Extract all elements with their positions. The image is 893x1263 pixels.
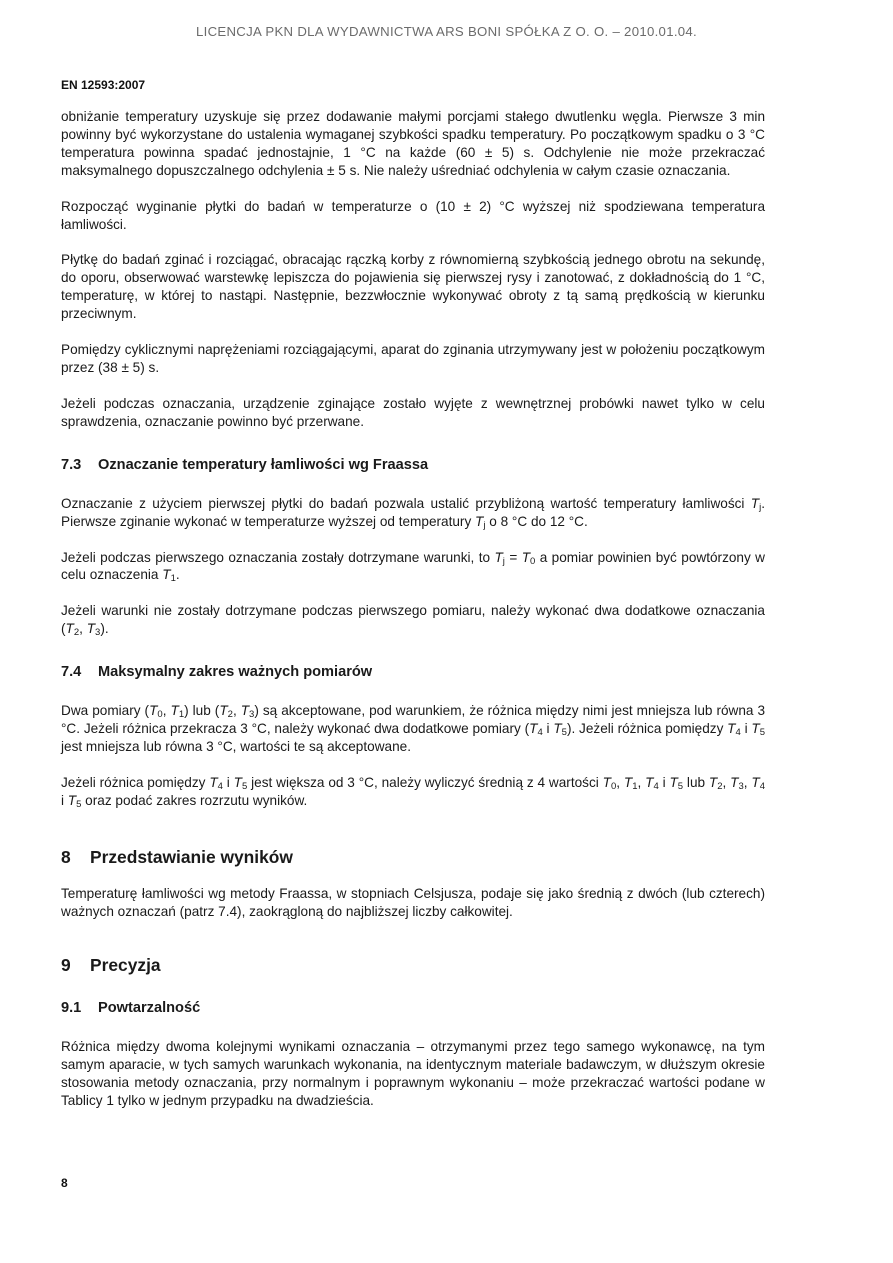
symbol-T: T (521, 549, 530, 565)
text-run: Oznaczanie z użyciem pierwszej płytki do badań pozwala ustalić przybliżoną wartość temperatury łamliwości (61, 495, 751, 511)
paragraph-cycle-hold: Pomiędzy cyklicznymi naprężeniami rozciągającymi, aparat do zginania utrzymywany jest w położeniu początkowym przez (38 ± 5) s. (61, 342, 765, 375)
text-run: i (542, 721, 554, 737)
paragraph-cooling-rate: obniżanie temperatury uzyskuje się przez dodawanie małymi porcjami stałego dwutlenku węgla. Pierwsze 3 min powinny być wykorzystane do ustalenia wymaganej szybkości spadku temperatury. Po początkowym spadku o 3 °C temperatura powinna spadać jednostajnie, 1 °C na każde (60 ± 5) s. Odchylenie nie może przekraczać maksymalnego dopuszczalnego odchylenia ± 5 s. Nie należy uśredniać odchylenia w całym czasie oznaczania. (61, 109, 765, 178)
subscript: 3 (738, 780, 744, 792)
text-run: i (222, 774, 234, 790)
subscript: 0 (530, 555, 536, 567)
text-run: o 8 °C do 12 °C. (485, 513, 588, 529)
text-run: lub (683, 774, 709, 790)
symbol-T: T (730, 774, 739, 790)
text-run: ) lub ( (184, 703, 220, 719)
paragraph-7-3-first (61, 495, 765, 531)
symbol-T: T (65, 621, 74, 637)
section-9-heading (61, 955, 765, 975)
section-7-4-heading (61, 663, 765, 681)
section-title: Przedstawianie wyników (90, 846, 293, 867)
text-run: i (61, 792, 68, 808)
subscript: 2 (227, 709, 233, 721)
symbol-T: T (669, 774, 678, 790)
text-run: i (658, 774, 670, 790)
text-run: Dwa pomiary ( (61, 703, 150, 719)
text-run: , (637, 774, 646, 790)
subscript: 0 (157, 709, 163, 721)
symbol-T: T (494, 549, 503, 565)
symbol-T: T (529, 721, 538, 737)
section-title: Oznaczanie temperatury łamliwości wg Fraassa (98, 456, 429, 473)
section-title: Powtarzalność (98, 1000, 201, 1017)
text-run: , (79, 621, 87, 637)
symbol-T: T (727, 721, 736, 737)
text-run: , (722, 774, 731, 790)
text-run: Jeżeli podczas pierwszego oznaczania zostały dotrzymane warunki, to (61, 549, 495, 565)
subscript: 1 (178, 709, 185, 721)
symbol-T: T (602, 774, 611, 790)
symbol-T: T (623, 774, 633, 790)
section-number: 7.3 (61, 456, 82, 473)
subscript: j (502, 555, 505, 567)
symbol-T: T (645, 774, 654, 790)
subscript: 1 (170, 573, 176, 585)
section-number: 7.4 (61, 664, 82, 681)
subscript: 5 (241, 780, 248, 792)
subscript: 3 (95, 627, 101, 639)
symbol-T: T (219, 703, 228, 719)
symbol-T: T (209, 774, 218, 790)
paragraph-7-3-third (61, 602, 765, 638)
text-run: i (740, 721, 752, 737)
subscript: 4 (759, 780, 766, 792)
text-run: jest większa od 3 °C, należy wyliczyć średnią z 4 wartości (247, 774, 603, 790)
paragraph-start-bending: Rozpocząć wyginanie płytki do badań w temperaturze o (10 ± 2) °C wyższej niż spodziewana temperatura łamliwości. (61, 198, 765, 232)
symbol-T: T (751, 774, 760, 790)
text-run: = (504, 549, 522, 565)
subscript: 5 (76, 798, 82, 810)
symbol-T: T (67, 792, 77, 808)
symbol-T: T (233, 774, 242, 790)
subscript: 1 (632, 780, 638, 792)
symbol-T: T (170, 703, 179, 719)
subscript: 4 (653, 780, 659, 792)
subscript: 2 (73, 627, 80, 639)
subscript: 4 (217, 780, 223, 792)
subscript: j (759, 501, 762, 513)
text-run: a pomiar powinien być powtórzony w celu oznaczenia (61, 549, 766, 583)
section-title: Precyzja (90, 955, 161, 976)
symbol-T: T (751, 721, 760, 737)
section-number: 9.1 (61, 1000, 82, 1017)
text-run: , (162, 703, 171, 719)
symbol-T: T (240, 703, 250, 719)
section-title: Maksymalny zakres ważnych pomiarów (98, 664, 373, 681)
text-run: . (175, 567, 180, 583)
section-8-heading (61, 847, 765, 867)
subscript: 4 (735, 727, 741, 739)
symbol-T: T (162, 567, 171, 583)
subscript: 4 (537, 727, 543, 739)
page-number: 8 (61, 1176, 68, 1190)
text-run: Jeżeli warunki nie zostały dotrzymane podczas pierwszego pomiaru, należy wykonać dwa dodatkowe oznaczania ( (61, 603, 765, 637)
text-run: oraz podać zakres rozrzutu wyników. (81, 792, 308, 808)
symbol-T: T (708, 774, 718, 790)
symbol-T: T (553, 721, 562, 737)
subscript: j (483, 519, 486, 531)
symbol-T: T (149, 703, 158, 719)
section-number: 9 (61, 955, 71, 976)
paragraph-9-1-repeatability: Różnica między dwoma kolejnymi wynikami oznaczania – otrzymanymi przez tego samego wykonawcę, na tym samym aparacie, w tych samych warunkach wykonania, na identycznym materiale badawczym, w dłuższym okresie stosowania metody oznaczania, przy normalnym i poprawnym wykonaniu – może przekraczać wartości podane w Tablicy 1 tylko w jednym przypadku na dwadzieścia. (61, 1039, 765, 1109)
license-header: LICENCJA PKN DLA WYDAWNICTWA ARS BONI SPÓŁKA Z O. O. – 2010.01.04. (195, 24, 698, 39)
paragraph-7-3-second (61, 549, 765, 585)
text-run: , (616, 774, 624, 790)
section-7-3-heading (61, 456, 765, 474)
text-run: jest mniejsza lub równa 3 °C, wartości te są akceptowane. (61, 738, 411, 754)
symbol-T: T (86, 621, 96, 637)
text-run: . Pierwsze zginanie wykonać w temperaturze wyższej od temperatury (61, 495, 765, 529)
subscript: 2 (717, 780, 723, 792)
paragraph-interruption: Jeżeli podczas oznaczania, urządzenie zginające zostało wyjęte z wewnętrznej probówki nawet tylko w celu sprawdzenia, oznaczanie powinno być przerwane. (61, 395, 765, 429)
section-number: 8 (61, 846, 71, 867)
paragraph-8-results: Temperaturę łamliwości wg metody Fraassa, w stopniach Celsjusza, podaje się jako średnią z dwóch (lub czterech) ważnych oznaczań (patrz 7.4), zaokrągloną do najbliższej liczby całkowitej. (61, 885, 765, 919)
subscript: 5 (759, 727, 765, 739)
subscript: 0 (610, 780, 617, 792)
paragraph-7-4-first (61, 702, 765, 756)
text-run: ). (100, 621, 109, 637)
text-run: ) są akceptowane, pod warunkiem, że różnica między nimi jest mniejsza lub równa 3 °C. Jeżeli różnica przekracza 3 °C, należy wykonać dwa dodatkowe pomiary ( (61, 703, 766, 737)
subscript: 5 (677, 780, 684, 792)
symbol-T: T (750, 495, 760, 511)
subscript: 3 (249, 709, 255, 721)
standard-code: EN 12593:2007 (61, 78, 146, 92)
subscript: 5 (561, 727, 567, 739)
text-run: Jeżeli różnica pomiędzy (61, 774, 210, 790)
text-run: ). Jeżeli różnica pomiędzy (566, 721, 728, 737)
page-content (61, 108, 765, 1110)
symbol-T: T (475, 513, 484, 529)
text-run: , (743, 774, 752, 790)
paragraph-7-4-second (61, 774, 765, 810)
section-9-1-heading (61, 999, 765, 1017)
paragraph-bend-procedure: Płytkę do badań zginać i rozciągać, obracając rączką korby z równomierną szybkością jednego obrotu na sekundę, do oporu, obserwować warstewkę lepiszcza do pojawienia się pierwszej rysy i zanotować, z dokładnością do 1 °C, temperaturę, w której to nastąpi. Następnie, bezzwłocznie wykonywać obroty z tą samą prędkością w kierunku przeciwnym. (61, 252, 765, 322)
text-run: , (232, 703, 241, 719)
